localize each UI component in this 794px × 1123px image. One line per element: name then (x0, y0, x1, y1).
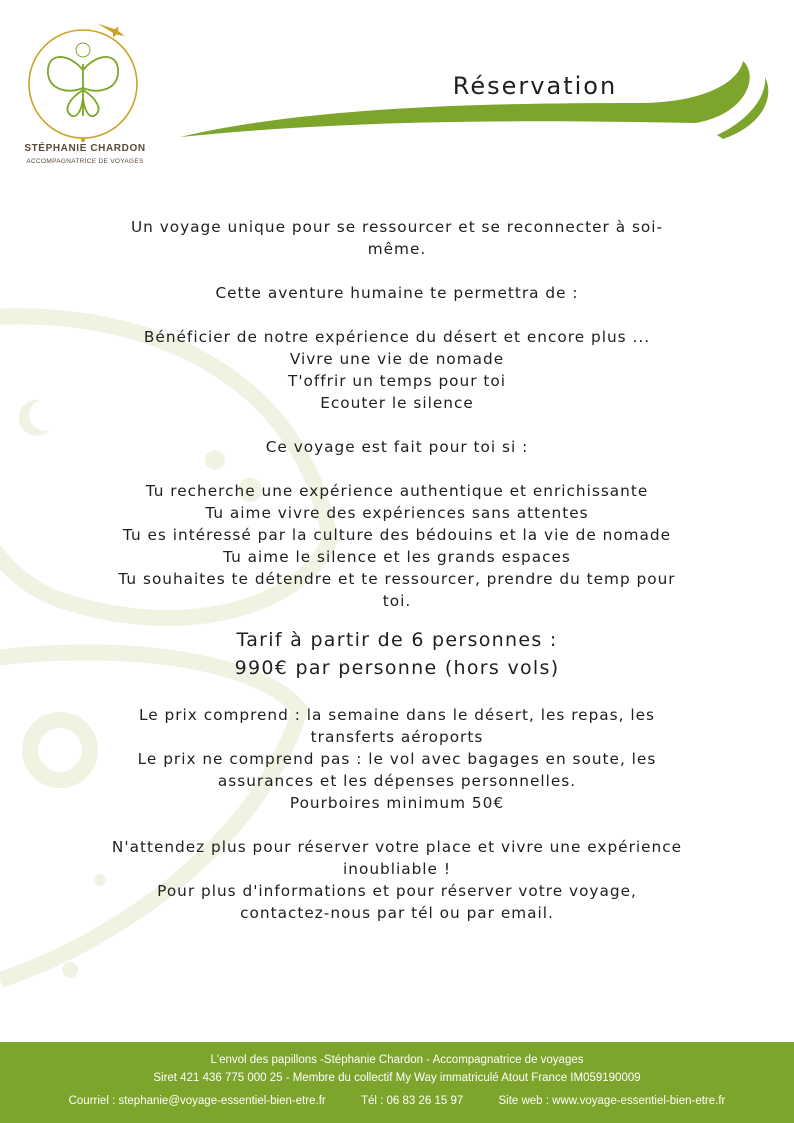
aventure-item: Ecouter le silence (320, 394, 474, 412)
footer-phone[interactable]: Tél : 06 83 26 15 97 (360, 1095, 464, 1107)
pour-toi-item: Tu es intéressé par la culture des bédouins et la vie de nomade (122, 526, 672, 544)
decorative-swoosh (175, 55, 775, 150)
cta-line: Pour plus d'informations et pour réserver votre voyage, (157, 882, 637, 900)
pour-toi-item: Tu souhaites te détendre et te ressourcer, prendre du temp pour (118, 570, 676, 588)
aventure-item: T'offrir un temps pour toi (288, 372, 506, 390)
footer-email-link[interactable]: Courriel : stephanie@voyage-essentiel-bien-etre.fr (68, 1095, 326, 1107)
cta-line: N'attendez plus pour réserver votre place et vivre une expérience (111, 838, 683, 856)
intro-line-2: même. (367, 240, 427, 258)
logo-subtitle: ACCOMPAGNATRICE DE VOYAGES (26, 158, 144, 165)
prix-line: Le prix ne comprend pas : le vol avec bagages en soute, les (137, 750, 657, 768)
footer-siret-line: Siret 421 436 775 000 25 - Membre du collectif My Way immatriculé Atout France IM059190009 (153, 1072, 641, 1084)
footer-company-line: L'envol des papillons -Stéphanie Chardon - Accompagnatrice de voyages (210, 1054, 584, 1066)
footer-contact-line (0, 1095, 794, 1107)
prix-line: Le prix comprend : la semaine dans le désert, les repas, les (139, 706, 655, 724)
logo-name: STÉPHANIE CHARDON (24, 143, 146, 154)
footer-website-link[interactable]: Site web : www.voyage-essentiel-bien-etre.fr (498, 1095, 726, 1107)
pour-toi-item: Tu recherche une expérience authentique et enrichissante (145, 482, 649, 500)
pour-toi-item: Tu aime vivre des expériences sans attentes (205, 504, 589, 522)
butterfly-icon (48, 57, 118, 116)
prix-line: transferts aéroports (310, 728, 484, 746)
cta-line: inoubliable ! (343, 860, 451, 878)
cta-line: contactez-nous par tél ou par email. (240, 904, 554, 922)
tarif-line-2: 990€ par personne (hors vols) (234, 657, 560, 679)
prix-line: assurances et les dépenses personnelles. (217, 772, 577, 790)
pour-toi-item: toi. (382, 592, 412, 610)
tarif-line-1: Tarif à partir de 6 personnes : (236, 629, 558, 651)
main-content (50, 216, 744, 924)
pour-toi-item: Tu aime le silence et les grands espaces (223, 548, 571, 566)
pour-toi-heading: Ce voyage est fait pour toi si : (265, 438, 529, 456)
prix-line: Pourboires minimum 50€ (289, 794, 505, 812)
intro-line-1: Un voyage unique pour se ressourcer et se reconnecter à soi- (130, 218, 664, 236)
tarif-block (50, 626, 744, 682)
footer (0, 1042, 794, 1123)
page-title: Réservation (452, 72, 618, 100)
aventure-item: Bénéficier de notre expérience du désert et encore plus ... (143, 328, 651, 346)
aventure-heading: Cette aventure humaine te permettra de : (215, 284, 579, 302)
aventure-item: Vivre une vie de nomade (289, 350, 505, 368)
